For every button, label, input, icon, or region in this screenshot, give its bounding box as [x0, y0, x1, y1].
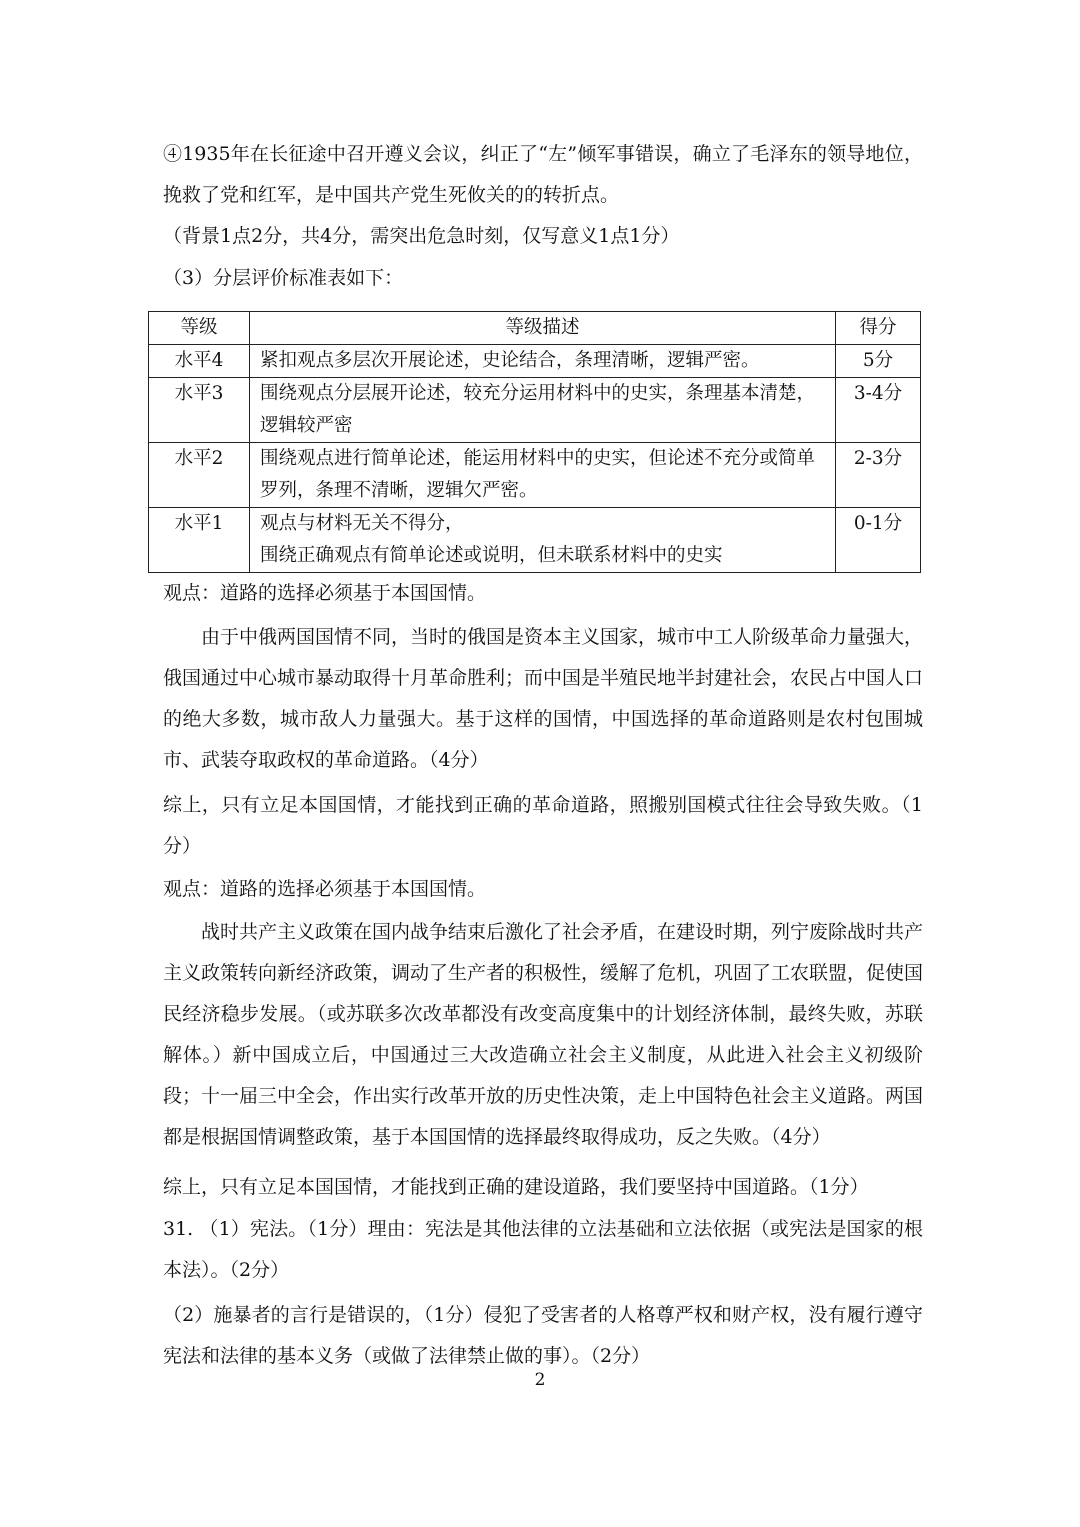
level-cell: 水平4 [149, 345, 250, 378]
answer-point-4: ④1935年在长征途中召开遵义会议，纠正了“左”倾军事错误，确立了毛泽东的领导地位，挽救了党和红军，是中国共产党生死攸关的的转折点。 [163, 143, 923, 206]
scoring-note: （背景1点2分，共4分，需突出危急时刻，仅写意义1点1分） [163, 225, 680, 247]
header-score: 得分 [836, 312, 921, 345]
description-cell [250, 508, 836, 573]
summary-2: 综上，只有立足本国国情，才能找到正确的建设道路，我们要坚持中国道路。（1分） [163, 1176, 869, 1198]
table-row [149, 345, 921, 378]
description-line: 观点与材料无关不得分， [260, 513, 464, 534]
level-cell: 水平2 [149, 443, 250, 508]
summary-1: 综上，只有立足本国国情，才能找到正确的革命道路，照搬别国模式往往会导致失败。（1分） [163, 794, 923, 857]
viewpoint-1: 观点：道路的选择必须基于本国国情。 [163, 582, 487, 604]
question-31-part-1: 31. （1）宪法。（1分）理由：宪法是其他法律的立法基础和立法依据（或宪法是国家的根本法）。（2分） [163, 1218, 923, 1281]
grading-table [148, 311, 921, 573]
header-level: 等级 [149, 312, 250, 345]
description-cell: 围绕观点进行简单论述，能运用材料中的史实，但论述不充分或简单罗列，条理不清晰，逻辑欠严密。 [250, 443, 836, 508]
argument-paragraph-2: 战时共产主义政策在国内战争结束后激化了社会矛盾，在建设时期，列宁废除战时共产主义政策转向新经济政策，调动了生产者的积极性，缓解了危机，巩固了工农联盟，促使国民经济稳步发展。（或苏联多次改革都没有改变高度集中的计划经济体制，最终失败，苏联解体。）新中国成立后，中国通过三大改造确立社会主义制度，从此进入社会主义初级阶段；十一届三中全会，作出实行改革开放的历史性决策，走上中国特色社会主义道路。两国都是根据国情调整政策，基于本国国情的选择最终取得成功，反之失败。（4分） [163, 921, 924, 1148]
description-cell: 围绕观点分层展开论述，较充分运用材料中的史实，条理基本清楚，逻辑较严密 [250, 378, 836, 443]
table-intro: （3）分层评价标准表如下： [163, 267, 404, 289]
level-cell: 水平1 [149, 508, 250, 573]
score-cell: 0-1分 [836, 508, 921, 573]
argument-paragraph-1: 由于中俄两国国情不同，当时的俄国是资本主义国家，城市中工人阶级革命力量强大，俄国通过中心城市暴动取得十月革命胜利；而中国是半殖民地半封建社会，农民占中国人口的绝大多数，城市敌人力量强大。基于这样的国情，中国选择的革命道路则是农村包围城市、武装夺取政权的革命道路。（4分） [163, 626, 924, 771]
description-cell: 紧扣观点多层次开展论述，史论结合，条理清晰，逻辑严密。 [250, 345, 836, 378]
level-cell: 水平3 [149, 378, 250, 443]
page-number: 2 [534, 1370, 546, 1390]
header-description: 等级描述 [250, 312, 836, 345]
score-cell: 2-3分 [836, 443, 921, 508]
viewpoint-2: 观点：道路的选择必须基于本国国情。 [163, 878, 487, 900]
table-row [149, 508, 921, 573]
table-header-row [149, 312, 921, 345]
table-row [149, 443, 921, 508]
table-row [149, 378, 921, 443]
question-31-part-2: （2）施暴者的言行是错误的，（1分）侵犯了受害者的人格尊严权和财产权，没有履行遵守宪法和法律的基本义务（或做了法律禁止做的事）。（2分） [163, 1304, 923, 1367]
description-line: 围绕正确观点有简单论述或说明，但未联系材料中的史实 [260, 545, 723, 566]
score-cell: 5分 [836, 345, 921, 378]
score-cell: 3-4分 [836, 378, 921, 443]
